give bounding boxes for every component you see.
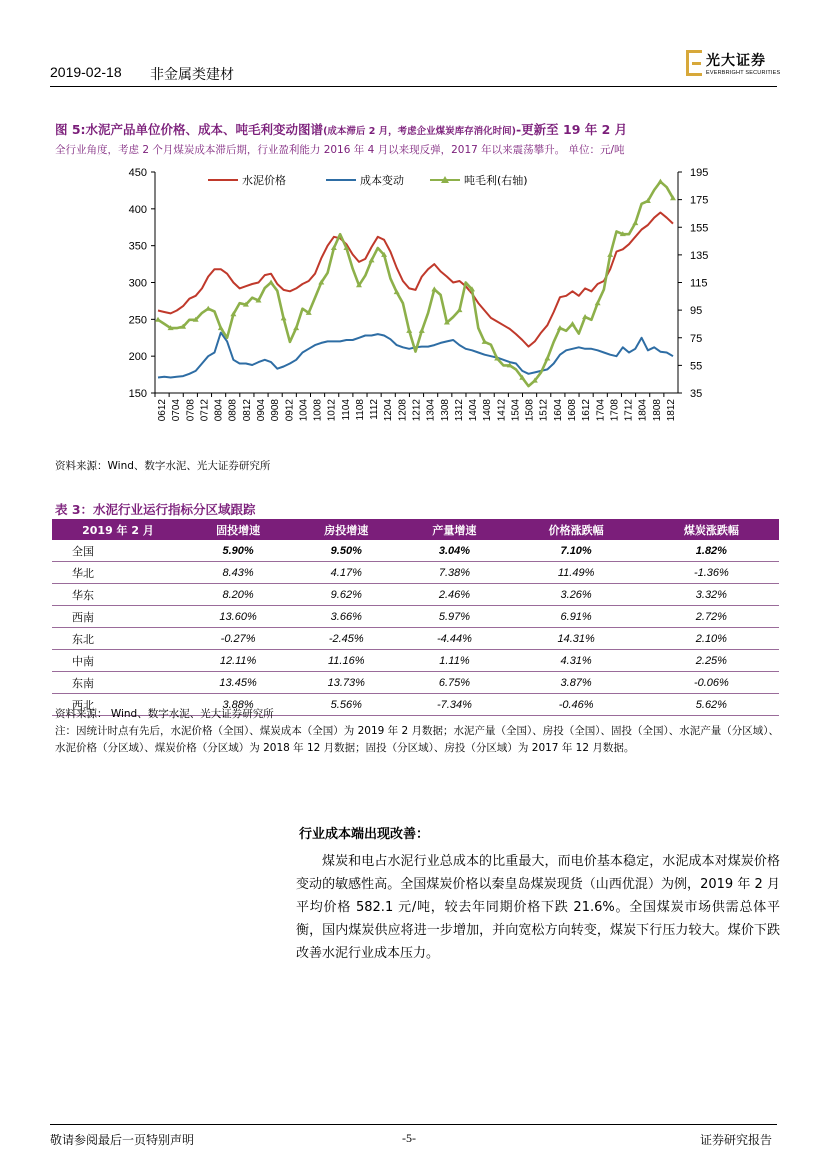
table-value-cell: -7.34% — [400, 694, 508, 716]
y-right-tick-label: 175 — [690, 194, 709, 207]
table-header-cell: 产量增速 — [400, 519, 508, 540]
table-header-cell: 房投增速 — [292, 519, 400, 540]
x-tick-label: 1512 — [538, 398, 550, 422]
table-region-cell: 西北 — [52, 694, 184, 716]
table-value-cell: 5.97% — [400, 606, 508, 628]
table-value-cell: 8.20% — [184, 584, 292, 606]
table-value-cell: 4.31% — [509, 650, 644, 672]
footer-rule — [50, 1124, 777, 1125]
table-value-cell: 7.10% — [509, 540, 644, 562]
table-value-cell: 6.75% — [400, 672, 508, 694]
series-0-group — [158, 213, 673, 347]
figure-title — [55, 120, 627, 138]
region-indicator-table — [52, 519, 779, 716]
table-value-cell: -0.06% — [644, 672, 779, 694]
x-tick-label: 1104 — [340, 399, 352, 421]
table-row — [52, 584, 779, 606]
table-value-cell: 12.11% — [184, 650, 292, 672]
y-left-tick-label: 300 — [128, 277, 147, 290]
y-right-tick-label: 155 — [690, 222, 709, 235]
figure-title-main: 图 5:水泥产品单位价格、成本、吨毛利变动图谱 — [55, 122, 324, 137]
footer-page-number: -5- — [402, 1131, 416, 1145]
table-header-cell: 煤炭涨跌幅 — [644, 519, 779, 540]
logo-mark-icon — [686, 50, 702, 76]
x-tick-label: 1404 — [468, 399, 480, 422]
table-value-cell: 2.10% — [644, 628, 779, 650]
x-tick-label: 1704 — [595, 399, 607, 422]
logo-cn-text: 光大证券 — [706, 53, 766, 69]
x-tick-label: 1312 — [453, 399, 465, 422]
table-region-cell: 东南 — [52, 672, 184, 694]
table-value-cell: 1.11% — [400, 650, 508, 672]
table-region-cell: 华东 — [52, 584, 184, 606]
series-marker — [406, 328, 412, 333]
x-tick-label: 1112 — [369, 399, 381, 420]
x-tick-label: 1412 — [496, 399, 508, 422]
table-value-cell: -4.44% — [400, 628, 508, 650]
table-value-cell: -1.36% — [644, 562, 779, 584]
x-tick-label: 1212 — [411, 399, 423, 422]
x-tick-label: 0904 — [256, 399, 268, 422]
table-value-cell: 9.62% — [292, 584, 400, 606]
section-title: 行业成本端出现改善： — [299, 827, 430, 842]
table-value-cell: 5.90% — [184, 540, 292, 562]
x-tick-label: 1508 — [524, 399, 536, 422]
table-row — [52, 650, 779, 672]
series-marker — [268, 280, 274, 285]
table-region-cell: 东北 — [52, 628, 184, 650]
y-right-tick-label: 135 — [690, 249, 709, 262]
legend-label: 吨毛利(右轴) — [464, 174, 528, 187]
table-value-cell: 8.43% — [184, 562, 292, 584]
table-value-cell: 11.49% — [509, 562, 644, 584]
header-category: 非金属类建材 — [150, 67, 234, 83]
table-region-cell: 中南 — [52, 650, 184, 672]
y-left-tick-label: 350 — [128, 240, 147, 253]
table-value-cell: -2.45% — [292, 628, 400, 650]
y-right-tick-label: 55 — [690, 360, 703, 373]
table-value-cell: -0.46% — [509, 694, 644, 716]
table-value-cell: 14.31% — [509, 628, 644, 650]
table-region-cell: 华北 — [52, 562, 184, 584]
figure-title-sub: (成本滞后 2 月，考虑企业煤炭库存消化时间) — [323, 126, 516, 137]
x-tick-label: 1204 — [383, 399, 395, 422]
table-value-cell: 7.38% — [400, 562, 508, 584]
x-tick-label: 1608 — [566, 399, 578, 422]
y-right-tick-label: 95 — [690, 305, 703, 318]
table-value-cell: 6.91% — [509, 606, 644, 628]
x-tick-label: 1304 — [425, 399, 437, 422]
company-logo — [686, 48, 786, 82]
line-chart — [50, 160, 740, 450]
table-region-cell: 西南 — [52, 606, 184, 628]
series-marker — [570, 321, 576, 326]
table-value-cell: 2.46% — [400, 584, 508, 606]
x-tick-label: 1604 — [552, 398, 564, 422]
y-axis-right — [678, 167, 708, 400]
footer-report-type: 证券研究报告 — [700, 1133, 773, 1147]
header-rule — [50, 86, 777, 87]
series-marker — [456, 307, 462, 312]
x-tick-label: 1004 — [298, 399, 310, 422]
figure-source: 资料来源：Wind、数字水泥、光大证券研究所 — [55, 460, 271, 472]
series-marker — [632, 220, 638, 225]
series-marker — [431, 286, 437, 291]
table-value-cell: 5.62% — [644, 694, 779, 716]
table-header-cell: 2019 年 2 月 — [52, 519, 184, 540]
x-tick-label: 1712 — [623, 399, 635, 422]
x-tick-label: 0808 — [227, 399, 239, 422]
x-tick-label: 1208 — [397, 399, 409, 422]
logo-en-text: EVERBRIGHT SECURITIES — [706, 70, 781, 76]
footer-disclaimer: 敬请参阅最后一页特别声明 — [50, 1133, 195, 1147]
table-value-cell: 13.45% — [184, 672, 292, 694]
figure-title-tail: -更新至 19 年 2 月 — [515, 122, 628, 137]
x-tick-label: 1008 — [312, 399, 324, 422]
x-tick-label: 1812 — [665, 399, 677, 422]
series-marker — [281, 315, 287, 320]
table-row — [52, 606, 779, 628]
y-left-tick-label: 250 — [128, 314, 147, 327]
table-title: 表 3：水泥行业运行指标分区域跟踪 — [55, 502, 256, 517]
table-value-cell: 13.73% — [292, 672, 400, 694]
y-right-tick-label: 115 — [690, 277, 708, 290]
series-layer — [155, 179, 676, 386]
table-header-cell: 价格涨跌幅 — [509, 519, 644, 540]
y-left-tick-label: 450 — [128, 167, 147, 179]
y-left-tick-label: 200 — [128, 351, 147, 364]
x-tick-label: 1708 — [609, 399, 621, 422]
x-tick-label: 1012 — [326, 399, 338, 422]
y-right-tick-label: 75 — [690, 332, 703, 345]
x-tick-label: 0708 — [185, 399, 197, 422]
y-left-tick-label: 150 — [128, 388, 147, 400]
header-date: 2019-02-18 — [50, 64, 122, 80]
series-marker — [155, 317, 161, 322]
series-line-1 — [158, 333, 673, 378]
y-axis-left — [129, 167, 155, 400]
table-region-cell: 全国 — [52, 540, 184, 562]
x-tick-label: 0804 — [213, 399, 225, 422]
table-header-row — [52, 519, 779, 540]
x-axis — [155, 393, 677, 421]
table-row — [52, 562, 779, 584]
x-tick-label: 0912 — [284, 399, 296, 422]
table-value-cell: 2.72% — [644, 606, 779, 628]
x-tick-label: 1504 — [510, 399, 522, 422]
x-tick-label: 0908 — [270, 399, 282, 422]
table-value-cell: 3.87% — [509, 672, 644, 694]
x-tick-label: 1808 — [651, 399, 663, 422]
table-value-cell: 11.16% — [292, 650, 400, 672]
series-marker — [607, 252, 613, 257]
y-left-tick-label: 400 — [128, 203, 147, 216]
x-tick-label: 0712 — [199, 399, 211, 422]
series-1-group — [158, 333, 673, 378]
table-value-cell: 5.56% — [292, 694, 400, 716]
legend-label: 成本变动 — [360, 174, 404, 187]
table-row — [52, 540, 779, 562]
x-tick-label: 0812 — [241, 399, 253, 422]
section-paragraph: 煤炭和电占水泥行业总成本的比重最大，而电价基本稳定，水泥成本对煤炭价格变动的敏感性高。全国煤炭价格以秦皇岛煤炭现货（山西优混）为例，2019 年 2 月平均价格 582.1 元/吨，较去年同期价格下跌 21.6%。全国煤炭市场供需总体平衡，国内煤炭供应将进一步增加，并向宽松方向转变，煤炭下行压力较大。煤价下跌改善水泥行业成本压力。 — [296, 854, 780, 961]
x-tick-label: 1308 — [439, 399, 451, 422]
table-row — [52, 628, 779, 650]
table-row — [52, 672, 779, 694]
table-source: 资料来源： Wind、数字水泥、光大证券研究所 — [55, 708, 274, 720]
series-marker — [657, 179, 663, 184]
legend-label: 水泥价格 — [242, 174, 286, 187]
table-value-cell: 3.66% — [292, 606, 400, 628]
table-value-cell: 3.32% — [644, 584, 779, 606]
figure-subtitle: 全行业角度，考虑 2 个月煤炭成本滞后期，行业盈利能力 2016 年 4 月以来现反弹，2017 年以来震荡攀升。 单位：元/吨 — [55, 144, 625, 156]
y-right-tick-label: 35 — [690, 388, 703, 400]
table-header-cell: 固投增速 — [184, 519, 292, 540]
table-value-cell: 1.82% — [644, 540, 779, 562]
chart-legend — [208, 173, 528, 187]
table-value-cell: 3.88% — [184, 694, 292, 716]
series-line-0 — [158, 213, 673, 347]
y-right-tick-label: 195 — [690, 167, 709, 179]
table-value-cell: 13.60% — [184, 606, 292, 628]
x-tick-label: 1408 — [482, 399, 494, 422]
table-value-cell: -0.27% — [184, 628, 292, 650]
x-tick-label: 0704 — [171, 399, 183, 422]
table-value-cell: 2.25% — [644, 650, 779, 672]
table-value-cell: 3.04% — [400, 540, 508, 562]
table-value-cell: 3.26% — [509, 584, 644, 606]
x-tick-label: 1108 — [354, 399, 366, 421]
table-note: 注：因统计时点有先后，水泥价格（全国）、煤炭成本（全国）为 2019 年 2 月数据；水泥产量（全国）、房投（全国）、固投（全国）、水泥产量（分区域）、水泥价格（分区域）、煤炭价格（分区域）为 2018 年 12 月数据；固投（分区域）、房投（分区域）为 2017 年 12 月数据。 — [55, 725, 779, 754]
table-value-cell: 4.17% — [292, 562, 400, 584]
x-tick-label: 1804 — [637, 399, 649, 422]
x-tick-label: 1612 — [581, 399, 593, 422]
table-value-cell: 9.50% — [292, 540, 400, 562]
x-tick-label: 0612 — [157, 399, 169, 422]
